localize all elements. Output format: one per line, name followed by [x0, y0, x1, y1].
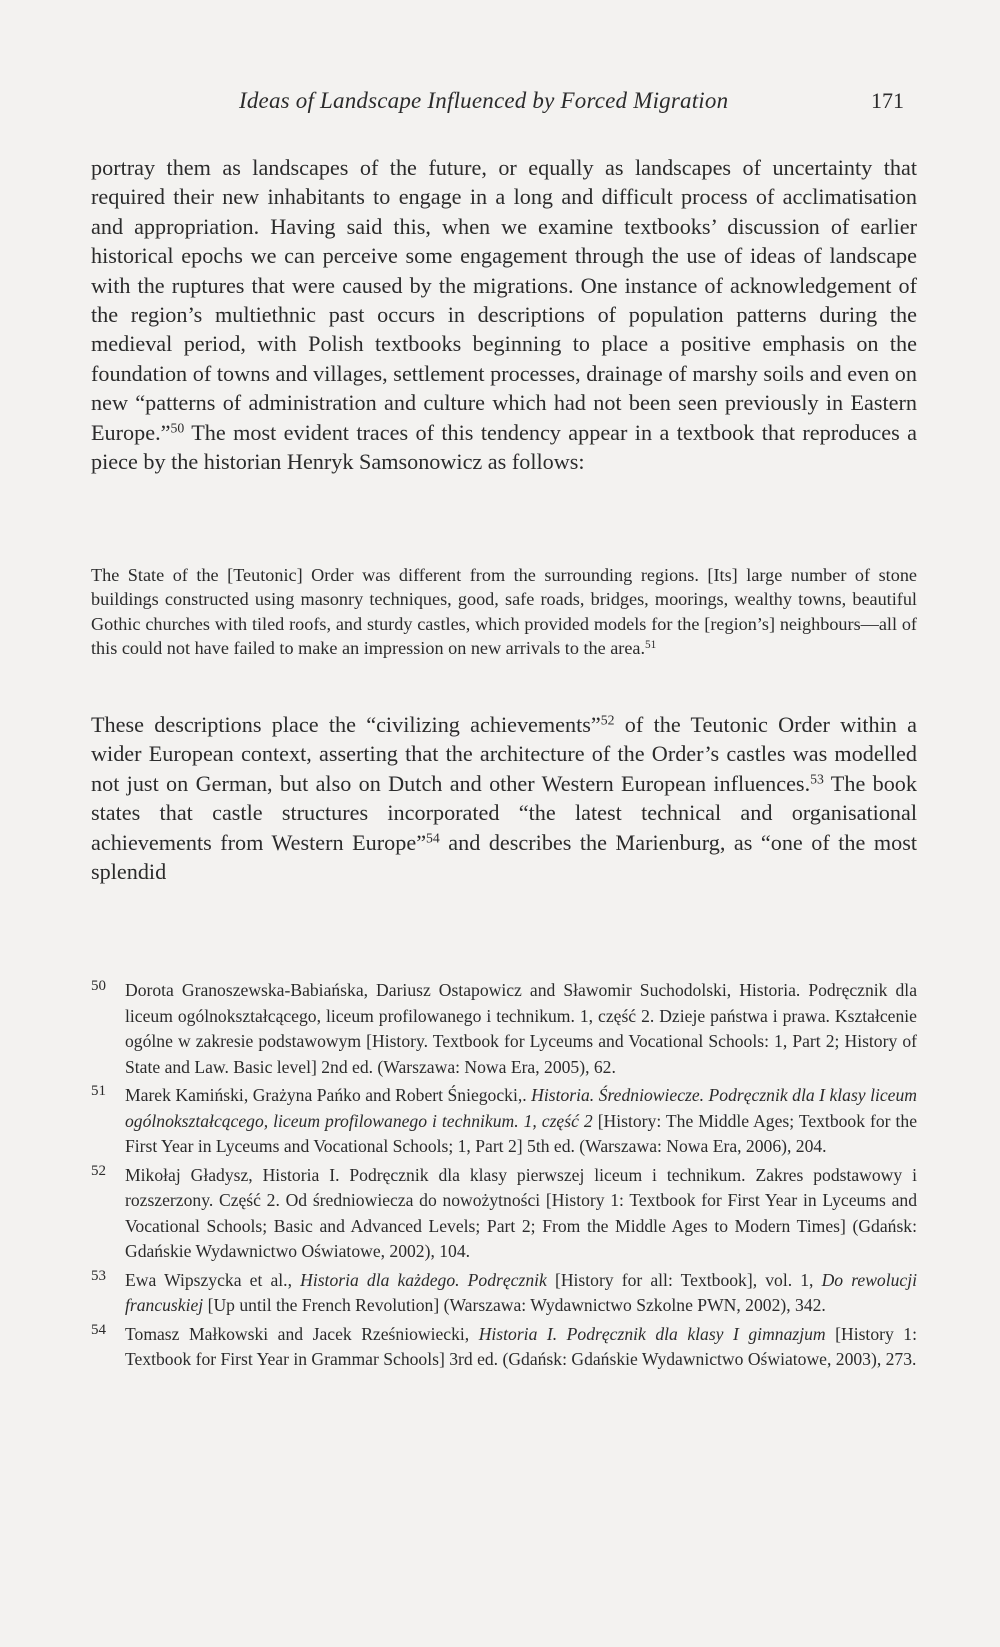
block-quote-text: The State of the [Teutonic] Order was different from the surrounding regions. [Its] large number of stone buildings constructed using masonry techniques, good, safe roads, bridges, moorings, wealthy towns, beautiful Gothic churches with tiled roofs, and sturdy castles, which provided models for the [region’s] neighbours—all of this could not have failed to make an impression on new arrivals to the area. — [91, 565, 917, 659]
body-paragraph-1 — [91, 153, 917, 476]
footnote-ref-54[interactable]: 54 — [426, 830, 440, 846]
paragraph-2-text-cont: of the Teutonic Order within a wider European context, asserting that the architecture of the Order’s castles was modelled not just on German, but also on Dutch and other Western European influences. — [91, 712, 918, 796]
footnote-number: 53 — [91, 1267, 106, 1284]
running-head — [91, 88, 909, 124]
footnote-text: Mikołaj Gładysz, Historia I. Podręcznik dla klasy pierwszej liceum i technikum. Zakres podstawowy i rozszerzony. Część 2. Od średniowiecza do nowożytności [History 1: Textbook for First Year in Lyceums and Vocational Schools; Basic and Advanced Levels; Part 2; From the Middle Ages to Modern Times] (Gdańsk: Gdańskie Wydawnictwo Oświatowe, 2002), 104. — [125, 1164, 917, 1261]
footnote-text-cont-2: [Up until the French Revolution] (Warszawa: Wydawnictwo Szkolne PWN, 2002), 342. — [203, 1295, 826, 1315]
paragraph-2-text-cont-3: and describes the Marienburg, as “one of the most splendid — [91, 829, 918, 885]
footnote-ref-53[interactable]: 53 — [810, 771, 824, 787]
footnote-ref-52[interactable]: 52 — [600, 712, 615, 728]
footnote-text: Tomasz Małkowski and Jacek Rześniowiecki, — [125, 1323, 479, 1344]
footnote-number: 52 — [91, 1162, 106, 1179]
body-paragraph-2 — [91, 710, 917, 886]
footnote-number: 54 — [91, 1321, 106, 1338]
block-quote — [91, 563, 917, 661]
footnote-title: Historia. Średniowiecze. Podręcznik dla I klasy liceum ogólnokształcącego, liceum profilowanego i technikum. 1, część 2 — [125, 1085, 917, 1131]
footnote-ref-50[interactable]: 50 — [170, 420, 185, 436]
page-number: 171 — [871, 88, 904, 113]
footnote-text: Dorota Granoszewska-Babiańska, Dariusz Ostapowicz and Sławomir Suchodolski, Historia. Podręcznik dla liceum ogólnokształcącego, liceum profilowanego i technikum. 1, część 2. Dzieje państwa i prawa. Kształcenie ogólne w zakresie podstawowym [History. Textbook for Lyceums and Vocational Schools: 1, Part 2; History of State and Law. Basic level] 2nd ed. (Warszawa: Nowa Era, 2005), 62. — [125, 980, 917, 1077]
footnote-50 — [91, 978, 917, 1080]
footnote-ref-51[interactable]: 51 — [645, 639, 657, 652]
footnote-text: Ewa Wipszycka et al., — [125, 1269, 301, 1290]
paragraph-2-text: These descriptions place the “civilizing achievements” — [91, 712, 601, 737]
footnote-51 — [91, 1083, 917, 1160]
footnote-54 — [91, 1322, 917, 1373]
footnote-53 — [91, 1268, 917, 1319]
footnote-title: Historia dla każdego. Podręcznik — [300, 1269, 547, 1290]
paragraph-1-text-cont: The most evident traces of this tendency appear in a textbook that reproduces a piece by the historian Henryk Samsonowicz as follows: — [91, 419, 917, 475]
paragraph-1-text: portray them as landscapes of the future, or equally as landscapes of uncertainty that required their new inhabitants to engage in a long and difficult process of acclimatisation and appropriation. Having said this, when we examine textbooks’ discussion of earlier historical epochs we can perceive some engagement through the use of ideas of landscape with the ruptures that were caused by the migrations. One instance of acknowledgement of the region’s multiethnic past occurs in descriptions of population patterns during the medieval period, with Polish textbooks beginning to place a positive emphasis on the foundation of towns and villages, settlement processes, drainage of marshy soils and even on new “patterns of administration and culture which had not been seen previously in Eastern Europe.” — [91, 155, 917, 445]
paragraph-2-text-cont-2: The book states that castle structures incorporated “the latest technical and organisational achievements from Western Europe” — [91, 770, 917, 855]
footnote-52 — [91, 1163, 917, 1265]
footnote-title-2: Do rewolucji francuskiej — [125, 1269, 917, 1315]
footnote-text: Marek Kamiński, Grażyna Pańko and Robert Śniegocki,. — [125, 1085, 532, 1105]
footnotes — [91, 978, 917, 1376]
running-title: Ideas of Landscape Influenced by Forced Migration — [239, 88, 729, 113]
footnote-number: 51 — [91, 1083, 106, 1099]
footnote-text-cont: [History 1: Textbook for First Year in Grammar Schools] 3rd ed. (Gdańsk: Gdańskie Wydawnictwo Oświatowe, 2003), 273. — [125, 1323, 917, 1369]
footnote-text-cont: [History: The Middle Ages; Textbook for the First Year in Lyceums and Vocational Schools; 1, Part 2] 5th ed. (Warszawa: Nowa Era, 2006), 204. — [125, 1110, 918, 1156]
footnote-number: 50 — [91, 978, 106, 994]
footnote-title: Historia I. Podręcznik dla klasy I gimnazjum — [478, 1323, 826, 1344]
footnote-text-cont: [History for all: Textbook], vol. 1, — [546, 1269, 822, 1290]
